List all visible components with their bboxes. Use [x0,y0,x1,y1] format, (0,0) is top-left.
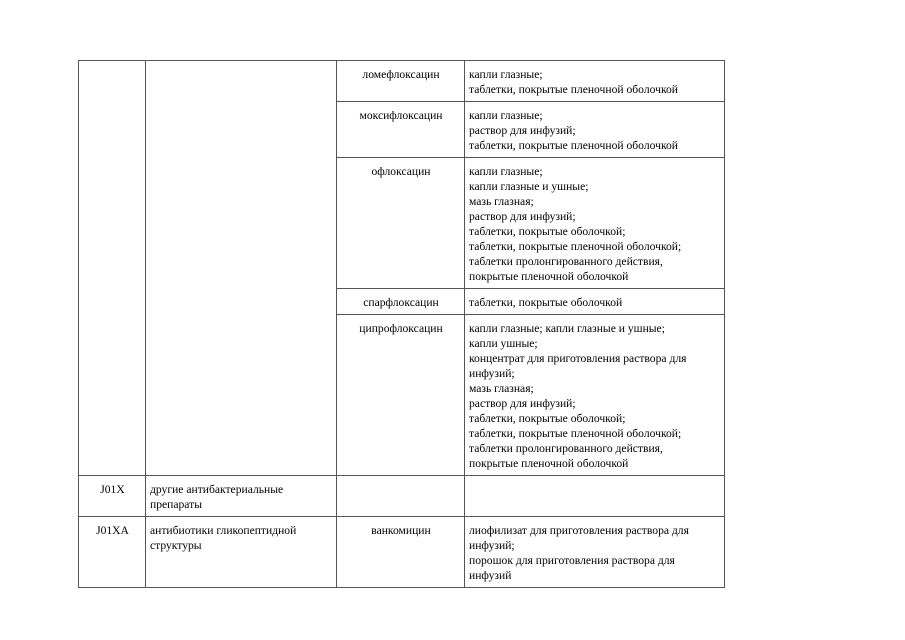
dosage-form-line: капли глазные; [469,109,543,122]
dosage-form-line: капли глазные и ушные; [469,180,589,193]
dosage-form-line: таблетки пролонгированного действия, [469,442,663,455]
drug-name-cell [337,315,465,476]
drug-name: ломефлоксацин [362,68,440,81]
table-row [79,517,725,588]
dosage-form-line: инфузий; [469,539,515,552]
dosage-form-line: концентрат для приготовления раствора для [469,352,687,365]
dosage-forms-cell [465,289,725,315]
dosage-form-line: капли ушные; [469,337,538,350]
dosage-forms-cell [465,102,725,158]
dosage-forms-cell [465,517,725,588]
dosage-form-line: таблетки, покрытые пленочной оболочкой; [469,240,682,253]
dosage-form-line: раствор для инфузий; [469,210,576,223]
dosage-form-line: таблетки, покрытые пленочной оболочкой [469,83,678,96]
dosage-form-line: покрытые пленочной оболочкой [469,270,629,283]
dosage-form-line: таблетки, покрытые оболочкой [469,296,623,309]
table-row [79,476,725,517]
drug-name: моксифлоксацин [359,109,443,122]
dosage-form-line: капли глазные; капли глазные и ушные; [469,322,665,335]
group-name-line: структуры [150,539,202,552]
dosage-form-line: таблетки пролонгированного действия, [469,255,663,268]
dosage-forms-cell [465,476,725,517]
drug-name-cell [337,61,465,102]
drug-name: ципрофлоксацин [359,322,443,335]
drug-name-cell [337,102,465,158]
table-row [79,61,725,102]
dosage-form-line: капли глазные; [469,165,543,178]
dosage-form-line: мазь глазная; [469,382,534,395]
dosage-form-line: лиофилизат для приготовления раствора для [469,524,689,537]
group-name-line: другие антибактериальные [150,483,284,496]
atc-code-cell [79,61,146,476]
atc-code-cell [79,476,146,517]
drug-name: спарфлоксацин [363,296,439,309]
dosage-form-line: покрытые пленочной оболочкой [469,457,629,470]
group-name-line: антибиотики гликопептидной [150,524,297,537]
drug-name: ванкомицин [371,524,431,537]
atc-code: J01X [100,483,125,496]
group-name-cell [146,476,337,517]
dosage-form-line: инфузий; [469,367,515,380]
atc-code: J01XA [96,524,129,537]
drug-table [78,60,725,588]
group-name-cell [146,61,337,476]
dosage-form-line: раствор для инфузий; [469,124,576,137]
dosage-forms-cell [465,158,725,289]
dosage-form-line: таблетки, покрытые пленочной оболочкой [469,139,678,152]
drug-name-cell [337,289,465,315]
dosage-form-line: раствор для инфузий; [469,397,576,410]
group-name-cell [146,517,337,588]
dosage-form-line: капли глазные; [469,68,543,81]
drug-name-cell [337,158,465,289]
drug-name-cell [337,517,465,588]
dosage-form-line: таблетки, покрытые оболочкой; [469,412,626,425]
dosage-form-line: таблетки, покрытые оболочкой; [469,225,626,238]
dosage-forms-cell [465,315,725,476]
atc-code-cell [79,517,146,588]
group-name-line: препараты [150,498,202,511]
drug-name: офлоксацин [371,165,431,178]
dosage-form-line: таблетки, покрытые пленочной оболочкой; [469,427,682,440]
dosage-form-line: мазь глазная; [469,195,534,208]
drug-name-cell [337,476,465,517]
dosage-forms-cell [465,61,725,102]
dosage-form-line: порошок для приготовления раствора для [469,554,675,567]
dosage-form-line: инфузий [469,569,512,582]
